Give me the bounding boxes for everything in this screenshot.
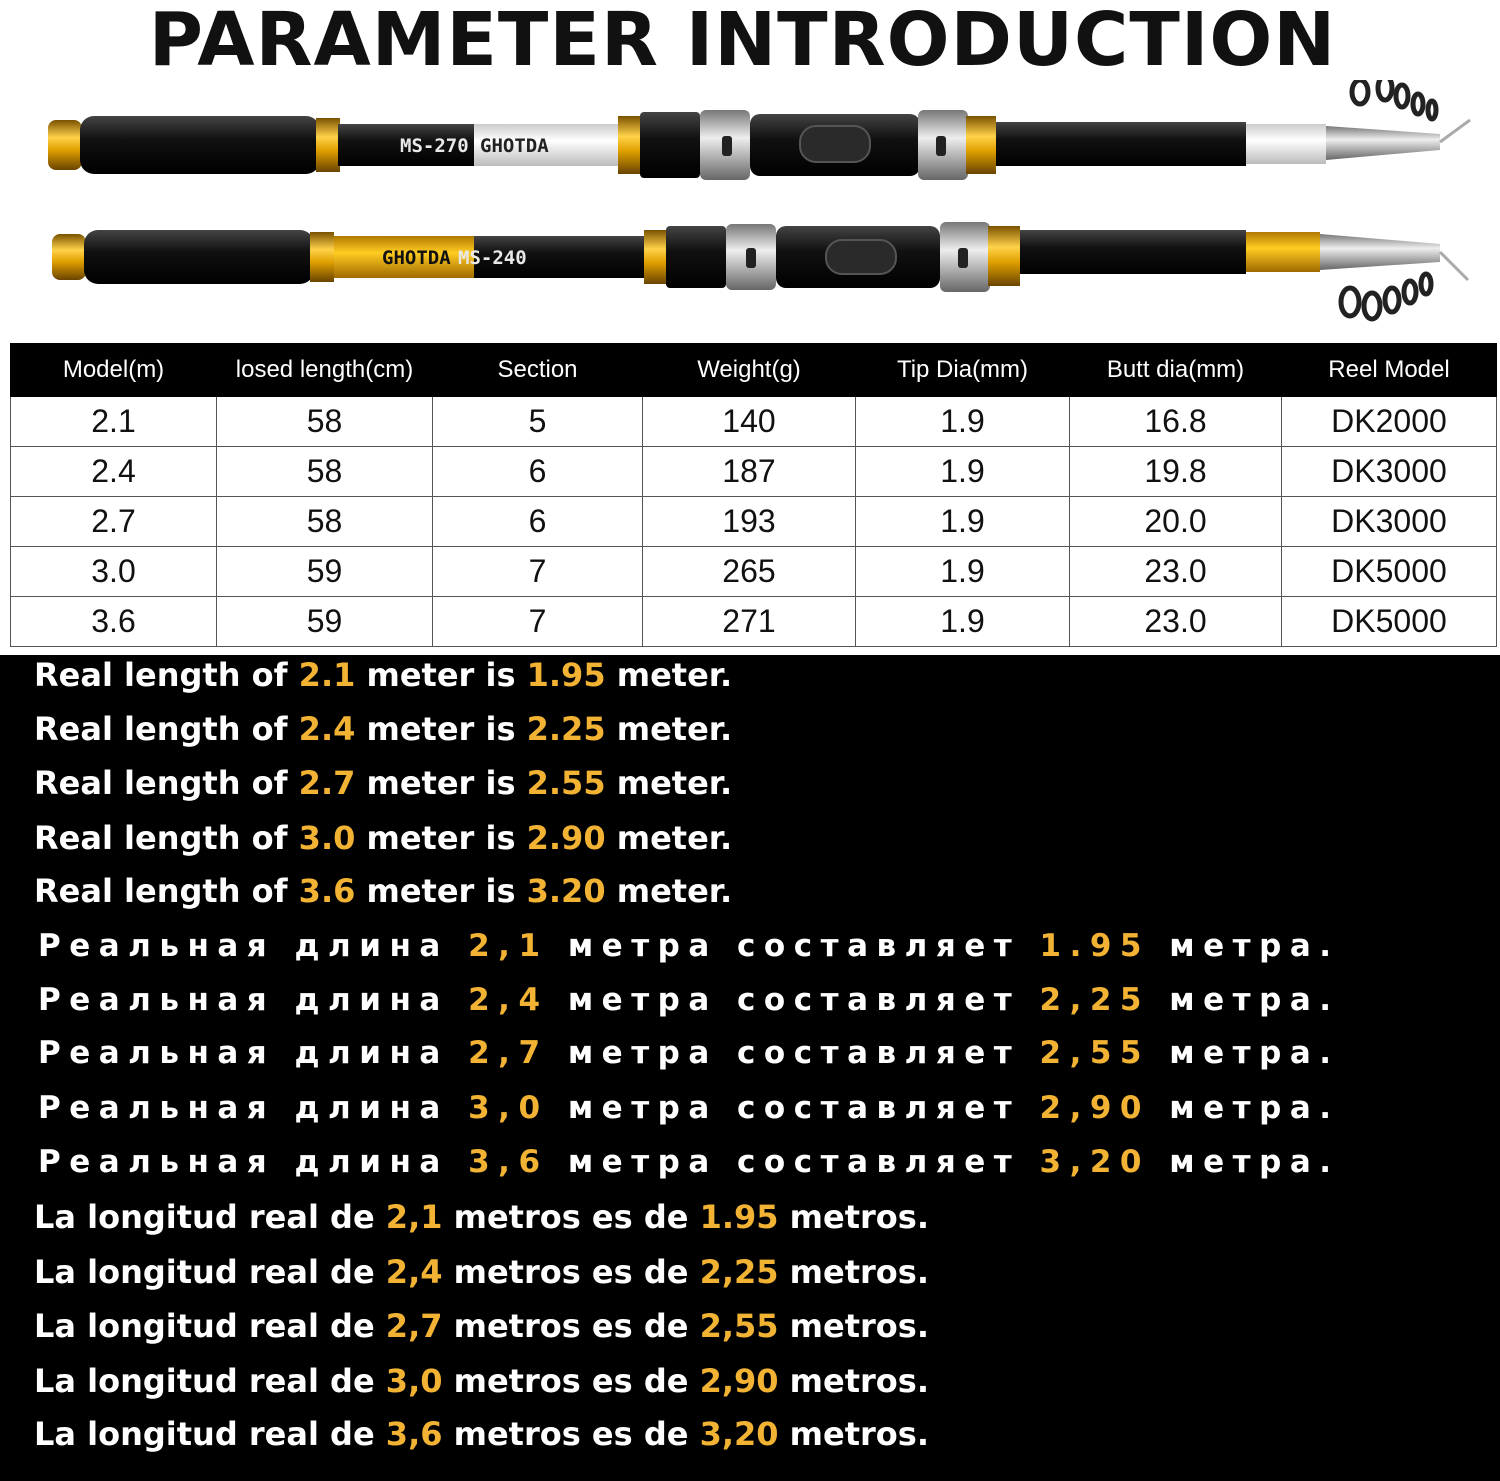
real-length-notes — [0, 655, 1500, 1481]
table-row — [11, 597, 1497, 647]
table-cell: 2.1 — [11, 397, 217, 447]
rod-top-brand-label: GHOTDA — [480, 135, 549, 157]
note-line-en: Real length of 2.1 meter is 1.95 meter. — [34, 656, 733, 694]
table-cell: 58 — [217, 397, 433, 447]
note-line-ru: Реальная длина 2,1 метра составляет 1.95 метра. — [38, 928, 1340, 964]
note-line-en: Real length of 2.4 meter is 2.25 meter. — [34, 710, 733, 748]
table-cell: 265 — [643, 547, 856, 597]
table-cell: 7 — [433, 597, 643, 647]
note-line-ru: Реальная длина 3,6 метра составляет 3,20 метра. — [38, 1144, 1340, 1180]
table-header-row — [11, 344, 1497, 397]
table-cell: 187 — [643, 447, 856, 497]
column-header-weight: Weight(g) — [643, 344, 856, 397]
column-header-reel-model: Reel Model — [1282, 344, 1497, 397]
table-cell: 271 — [643, 597, 856, 647]
table-cell: 59 — [217, 597, 433, 647]
note-line-es: La longitud real de 2,7 metros es de 2,55 metros. — [34, 1307, 929, 1345]
table-cell: 7 — [433, 547, 643, 597]
table-cell: 2.4 — [11, 447, 217, 497]
table-cell: 16.8 — [1070, 397, 1282, 447]
table-cell: DK3000 — [1282, 447, 1497, 497]
table-cell: 19.8 — [1070, 447, 1282, 497]
table-cell: 6 — [433, 497, 643, 547]
table-cell: DK3000 — [1282, 497, 1497, 547]
table-cell: 23.0 — [1070, 547, 1282, 597]
table-row — [11, 447, 1497, 497]
rod-top-model-label: MS-270 — [400, 135, 469, 157]
rod-bottom-brand-label: GHOTDA — [382, 247, 451, 269]
table-cell: 20.0 — [1070, 497, 1282, 547]
rod-illustration — [0, 80, 1500, 342]
note-line-ru: Реальная длина 3,0 метра составляет 2,90 метра. — [38, 1090, 1340, 1126]
table-cell: 5 — [433, 397, 643, 447]
column-header-model: Model(m) — [11, 344, 217, 397]
table-cell: 140 — [643, 397, 856, 447]
note-line-ru: Реальная длина 2,4 метра составляет 2,25 метра. — [38, 982, 1340, 1018]
table-cell: 2.7 — [11, 497, 217, 547]
table-cell: DK2000 — [1282, 397, 1497, 447]
rod-bottom-model-label: MS-240 — [458, 247, 527, 269]
spec-table — [10, 343, 1497, 647]
note-line-es: La longitud real de 2,1 metros es de 1.95 metros. — [34, 1198, 929, 1236]
rod-bottom — [52, 222, 1468, 319]
table-cell: 59 — [217, 547, 433, 597]
table-cell: 6 — [433, 447, 643, 497]
table-cell: 1.9 — [856, 447, 1070, 497]
column-header-butt-dia: Butt dia(mm) — [1070, 344, 1282, 397]
note-line-es: La longitud real de 2,4 metros es de 2,25 metros. — [34, 1253, 929, 1291]
note-line-en: Real length of 2.7 meter is 2.55 meter. — [34, 764, 733, 802]
note-line-en: Real length of 3.6 meter is 3.20 meter. — [34, 872, 733, 910]
column-header-closed-length: losed length(cm) — [217, 344, 433, 397]
table-cell: 58 — [217, 497, 433, 547]
note-line-es: La longitud real de 3,0 metros es de 2,90 metros. — [34, 1362, 929, 1400]
table-cell: 1.9 — [856, 497, 1070, 547]
page-title: PARAMETER INTRODUCTION — [148, 0, 1337, 83]
note-line-ru: Реальная длина 2,7 метра составляет 2,55 метра. — [38, 1035, 1340, 1071]
rod-top — [48, 80, 1470, 180]
note-line-en: Real length of 3.0 meter is 2.90 meter. — [34, 819, 733, 857]
column-header-tip-dia: Tip Dia(mm) — [856, 344, 1070, 397]
table-row — [11, 547, 1497, 597]
table-row — [11, 497, 1497, 547]
table-cell: 193 — [643, 497, 856, 547]
table-row — [11, 397, 1497, 447]
table-cell: 3.6 — [11, 597, 217, 647]
table-cell: DK5000 — [1282, 547, 1497, 597]
note-line-es: La longitud real de 3,6 metros es de 3,20 metros. — [34, 1415, 929, 1453]
column-header-section: Section — [433, 344, 643, 397]
table-cell: 58 — [217, 447, 433, 497]
table-cell: 1.9 — [856, 597, 1070, 647]
table-cell: 1.9 — [856, 547, 1070, 597]
table-cell: 3.0 — [11, 547, 217, 597]
table-cell: 1.9 — [856, 397, 1070, 447]
table-cell: DK5000 — [1282, 597, 1497, 647]
table-cell: 23.0 — [1070, 597, 1282, 647]
